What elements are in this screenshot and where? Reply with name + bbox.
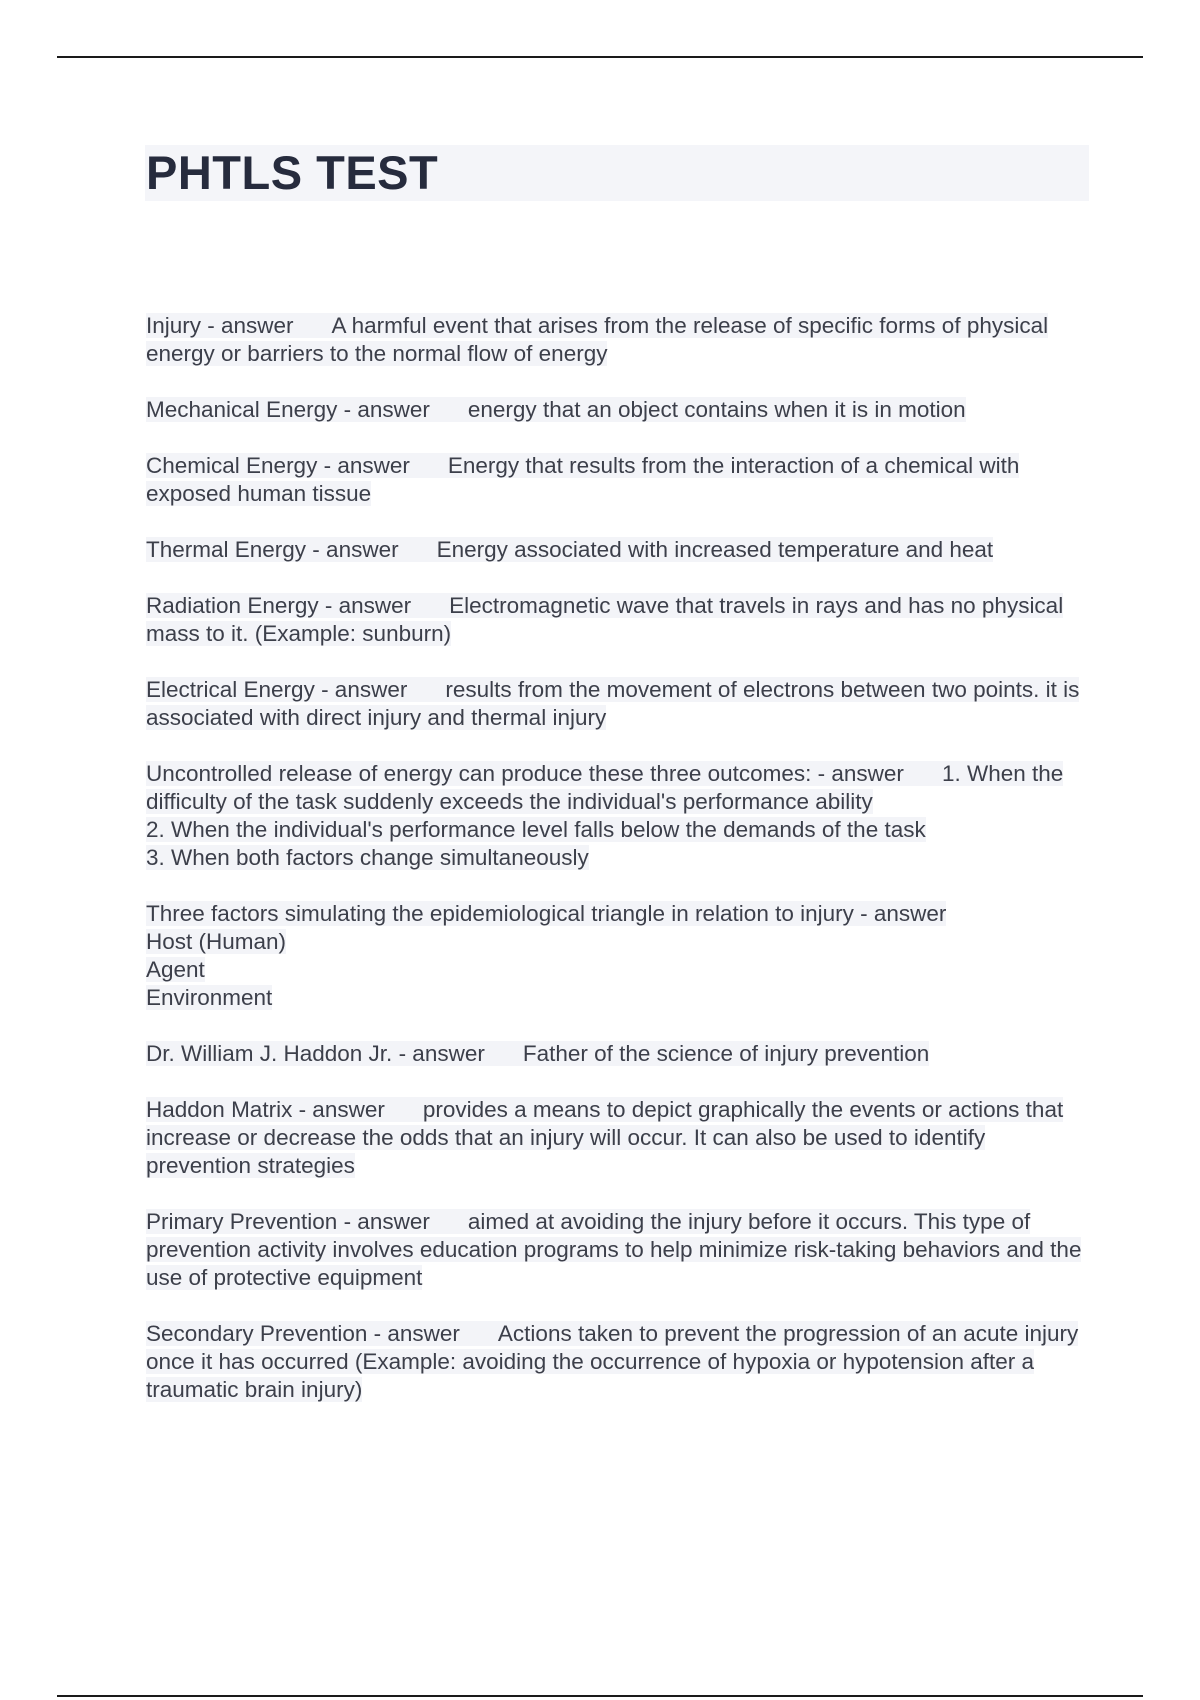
entry-definition: provides a means to depict graphically the events or actions that increase or decrease the odds that an injury will occur. It can also be used to identify prevention strategies [146, 1097, 1064, 1178]
qa-entry [146, 1208, 1096, 1292]
entry-term: Primary Prevention - answer [146, 1209, 430, 1234]
entry-definition: A harmful event that arises from the release of specific forms of physical energy or barriers to the normal flow of energy [146, 313, 1049, 366]
entry-term: Secondary Prevention - answer [146, 1321, 460, 1346]
entry-definition: Host (Human) Agent Environment [146, 929, 287, 1010]
entry-term: Radiation Energy - answer [146, 593, 412, 618]
qa-entry [146, 900, 1096, 1012]
qa-entry [146, 1320, 1096, 1404]
entry-definition: Father of the science of injury prevention [522, 1041, 930, 1066]
bottom-rule [57, 1695, 1143, 1697]
entry-term: Thermal Energy - answer [146, 537, 399, 562]
qa-entry [146, 676, 1096, 732]
entry-definition: results from the movement of electrons between two points. it is associated with direct injury and thermal injury [146, 677, 1080, 730]
entry-definition: Energy associated with increased temperature and heat [436, 537, 994, 562]
qa-entry [146, 452, 1096, 508]
qa-entry [146, 312, 1096, 368]
entry-term: Injury - answer [146, 313, 294, 338]
entry-definition: aimed at avoiding the injury before it occurs. This type of prevention activity involves education programs to help minimize risk-taking behaviors and the use of protective equipment [146, 1209, 1082, 1290]
entry-term: Chemical Energy - answer [146, 453, 410, 478]
qa-list [146, 312, 1096, 1432]
entry-definition: Energy that results from the interaction of a chemical with exposed human tissue [146, 453, 1020, 506]
entry-term: Mechanical Energy - answer [146, 397, 430, 422]
entry-term: Uncontrolled release of energy can produce these three outcomes: - answer [146, 761, 904, 786]
entry-definition: energy that an object contains when it is in motion [467, 397, 966, 422]
qa-entry [146, 760, 1096, 872]
qa-entry [146, 1096, 1096, 1180]
qa-entry [146, 1040, 1096, 1068]
entry-definition: Actions taken to prevent the progression of an acute injury once it has occurred (Example: avoiding the occurrence of hypoxia or hypotension after a traumatic brain injury) [146, 1321, 1079, 1402]
top-rule [57, 56, 1143, 58]
entry-definition: 1. When the difficulty of the task suddenly exceeds the individual's performance ability 2. When the individual's performance level falls below the demands of the task 3. When both factors change simultaneously [146, 761, 1064, 870]
page-title: PHTLS TEST [146, 146, 439, 199]
entry-term: Electrical Energy - answer [146, 677, 408, 702]
qa-entry [146, 592, 1096, 648]
entry-term: Dr. William J. Haddon Jr. - answer [146, 1041, 485, 1066]
qa-entry [146, 536, 1096, 564]
qa-entry [146, 396, 1096, 424]
entry-term: Haddon Matrix - answer [146, 1097, 385, 1122]
entry-definition: Electromagnetic wave that travels in rays and has no physical mass to it. (Example: sunburn) [146, 593, 1064, 646]
entry-term: Three factors simulating the epidemiological triangle in relation to injury - answer [146, 901, 947, 926]
